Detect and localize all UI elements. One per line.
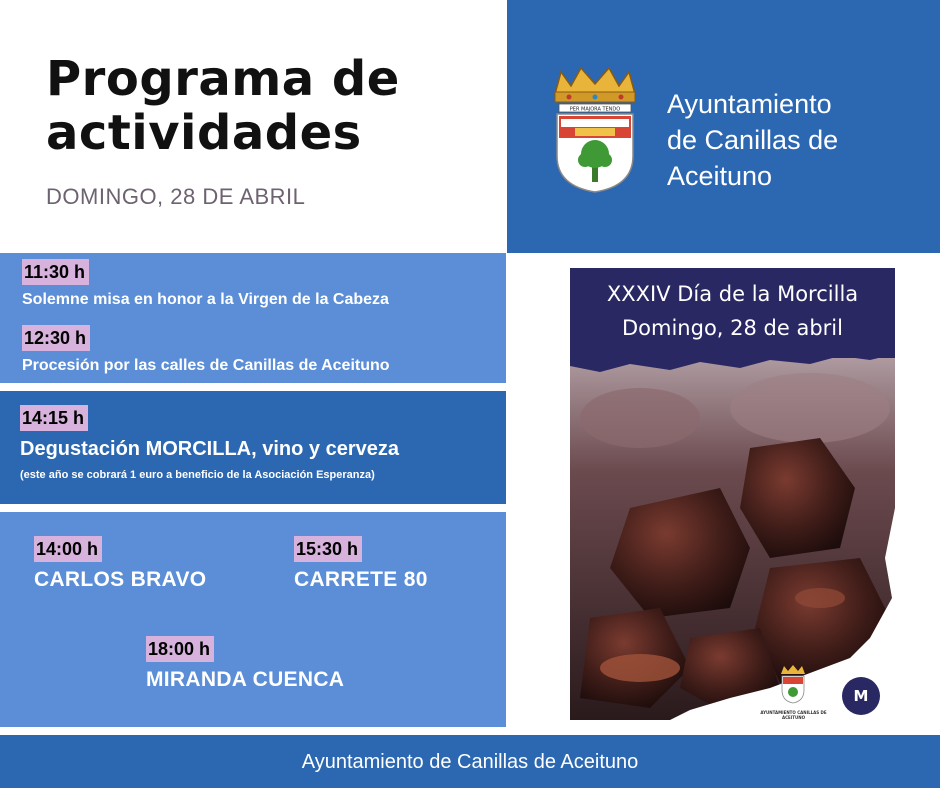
footer [0, 735, 940, 788]
footer-text: Ayuntamiento de Canillas de Aceituno [301, 751, 639, 773]
title-line-2: actividades [46, 105, 362, 161]
time-badge: 18:00 h [146, 636, 214, 662]
performer-name: CARRETE 80 [294, 568, 428, 591]
time-badge: 12:30 h [22, 325, 90, 351]
coat-of-arms-icon [778, 664, 808, 704]
schedule-block-concerts [0, 512, 506, 727]
activity-description: Procesión por las calles de Canillas de Aceituno [22, 357, 390, 374]
poster-banner [570, 268, 895, 358]
poster-logo-caption: AYUNTAMIENTO CANILLAS DE ACEITUNO [760, 710, 827, 720]
schedule-block-morning [0, 253, 506, 383]
time-badge: 14:15 h [20, 405, 88, 431]
activity-note: (este año se cobrará 1 euro a beneficio de la Asociación Esperanza) [20, 469, 375, 481]
poster-title: XXXIV Día de la Morcilla [606, 282, 859, 306]
time-badge: 11:30 h [22, 259, 89, 285]
org-name-line-2: de Canillas de [667, 125, 839, 155]
performer-name: MIRANDA CUENCA [146, 668, 345, 691]
activity-description: Solemne misa en honor a la Virgen de la Cabeza [22, 291, 389, 308]
svg-text:PER MAJORA TENDO: PER MAJORA TENDO [569, 106, 621, 113]
org-name-line-1: Ayuntamiento [667, 89, 832, 119]
performer-name: CARLOS BRAVO [34, 568, 207, 591]
header-brand-panel [507, 0, 940, 253]
event-poster [570, 268, 895, 720]
morcilla-photo [570, 338, 895, 720]
title-line-1: Programa de [46, 51, 400, 107]
time-badge: 15:30 h [294, 536, 362, 562]
schedule-block-tasting [0, 391, 506, 504]
coat-of-arms-icon [547, 64, 643, 194]
organization-name [667, 86, 838, 194]
time-badge: 14:00 h [34, 536, 102, 562]
page-title [46, 52, 400, 160]
poster-torn-edge [570, 346, 895, 376]
poster-date: Domingo, 28 de abril [622, 316, 843, 340]
org-name-line-3: Aceituno [667, 161, 773, 191]
brand-badge-icon: M [842, 677, 880, 715]
event-date: DOMINGO, 28 DE ABRIL [46, 184, 306, 209]
activity-description: Degustación MORCILLA, vino y cerveza [20, 438, 399, 460]
